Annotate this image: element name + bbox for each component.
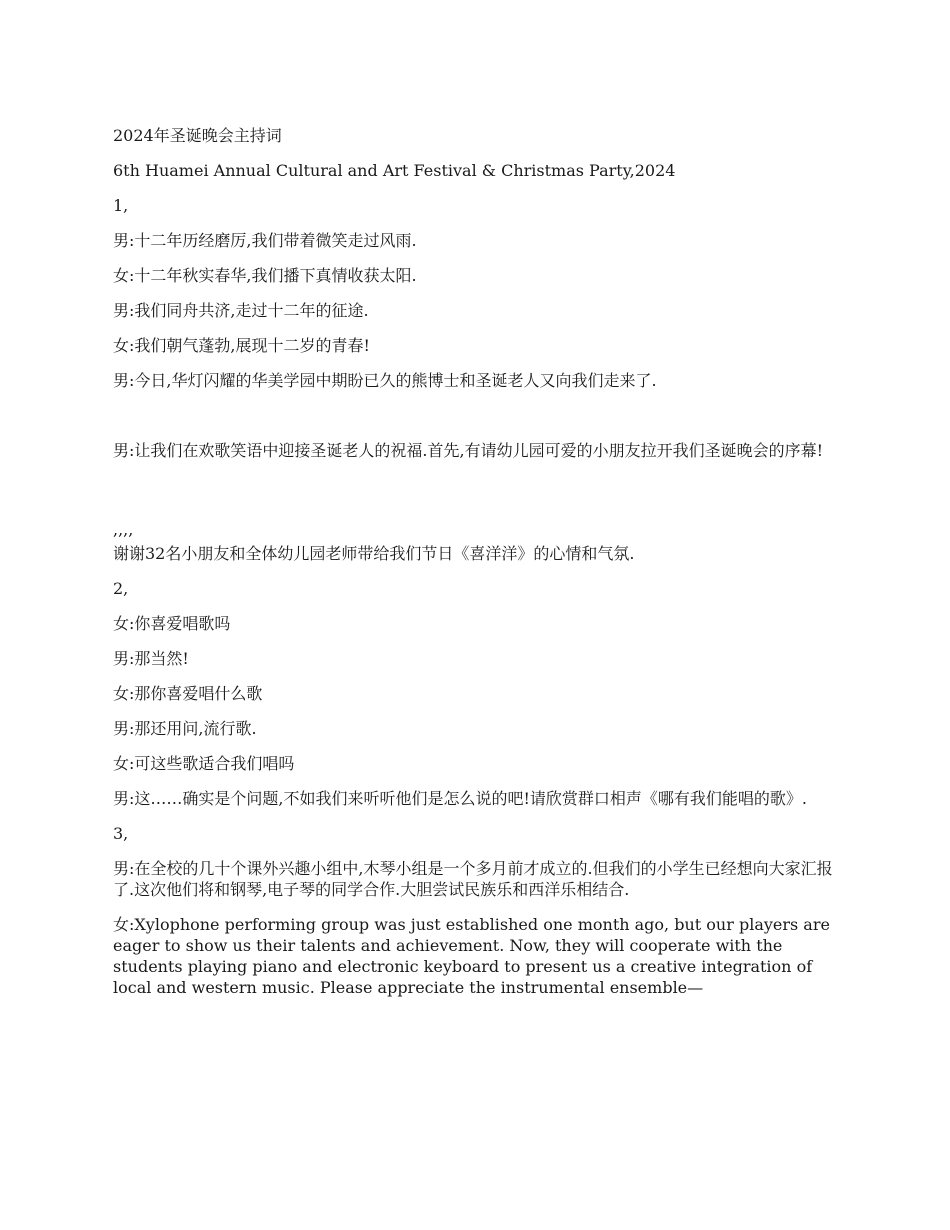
dialogue-line: 男:我们同舟共济,走过十二年的征途.	[113, 301, 369, 320]
document-body	[113, 125, 838, 1012]
thanks-line: 谢谢32名小朋友和全体幼儿园老师带给我们节日《喜洋洋》的心情和气氛.	[113, 544, 635, 563]
document-subtitle: 6th Huamei Annual Cultural and Art Festival & Christmas Party,2024	[113, 161, 676, 180]
dialogue-line: 男:今日,华灯闪耀的华美学园中期盼已久的熊博士和圣诞老人又向我们走来了.	[113, 371, 657, 390]
section-number-2: 2,	[113, 579, 129, 598]
dialogue-line: 女:Xylophone performing group was just established one month ago, but our players are eager to show us their talents and achievement. Now, they will cooperate with the students playing piano and electronic keyboard to present us a creative integration of local and western music. Please appreciate the instrumental ensemble—	[113, 915, 836, 997]
dialogue-line: 女:那你喜爱唱什么歌	[113, 684, 263, 703]
dialogue-line: 女:十二年秋实春华,我们播下真情收获太阳.	[113, 266, 417, 285]
dialogue-line: 男:十二年历经磨厉,我们带着微笑走过风雨.	[113, 231, 417, 250]
section-number-3: 3,	[113, 824, 129, 843]
dialogue-line: 女:我们朝气蓬勃,展现十二岁的青春!	[113, 336, 370, 355]
dialogue-line: 男:让我们在欢歌笑语中迎接圣诞老人的祝福.首先,有请幼儿园可爱的小朋友拉开我们圣诞晚会的序幕!	[113, 441, 823, 460]
dialogue-line: 男:在全校的几十个课外兴趣小组中,木琴小组是一个多月前才成立的.但我们的小学生已经想向大家汇报了.这次他们将和钢琴,电子琴的同学合作.大胆尝试民族乐和西洋乐相结合.	[113, 859, 833, 899]
ellipsis-commas: ,,,,	[113, 520, 134, 539]
document-title: 2024年圣诞晚会主持词	[113, 126, 282, 145]
dialogue-line: 女:你喜爱唱歌吗	[113, 614, 231, 633]
dialogue-line: 女:可这些歌适合我们唱吗	[113, 754, 295, 773]
dialogue-line: 男:那当然!	[113, 649, 189, 668]
dialogue-line: 男:那还用问,流行歌.	[113, 719, 257, 738]
dialogue-line: 男:这……确实是个问题,不如我们来听听他们是怎么说的吧!请欣赏群口相声《哪有我们能唱的歌》.	[113, 789, 807, 808]
section-number-1: 1,	[113, 196, 129, 215]
